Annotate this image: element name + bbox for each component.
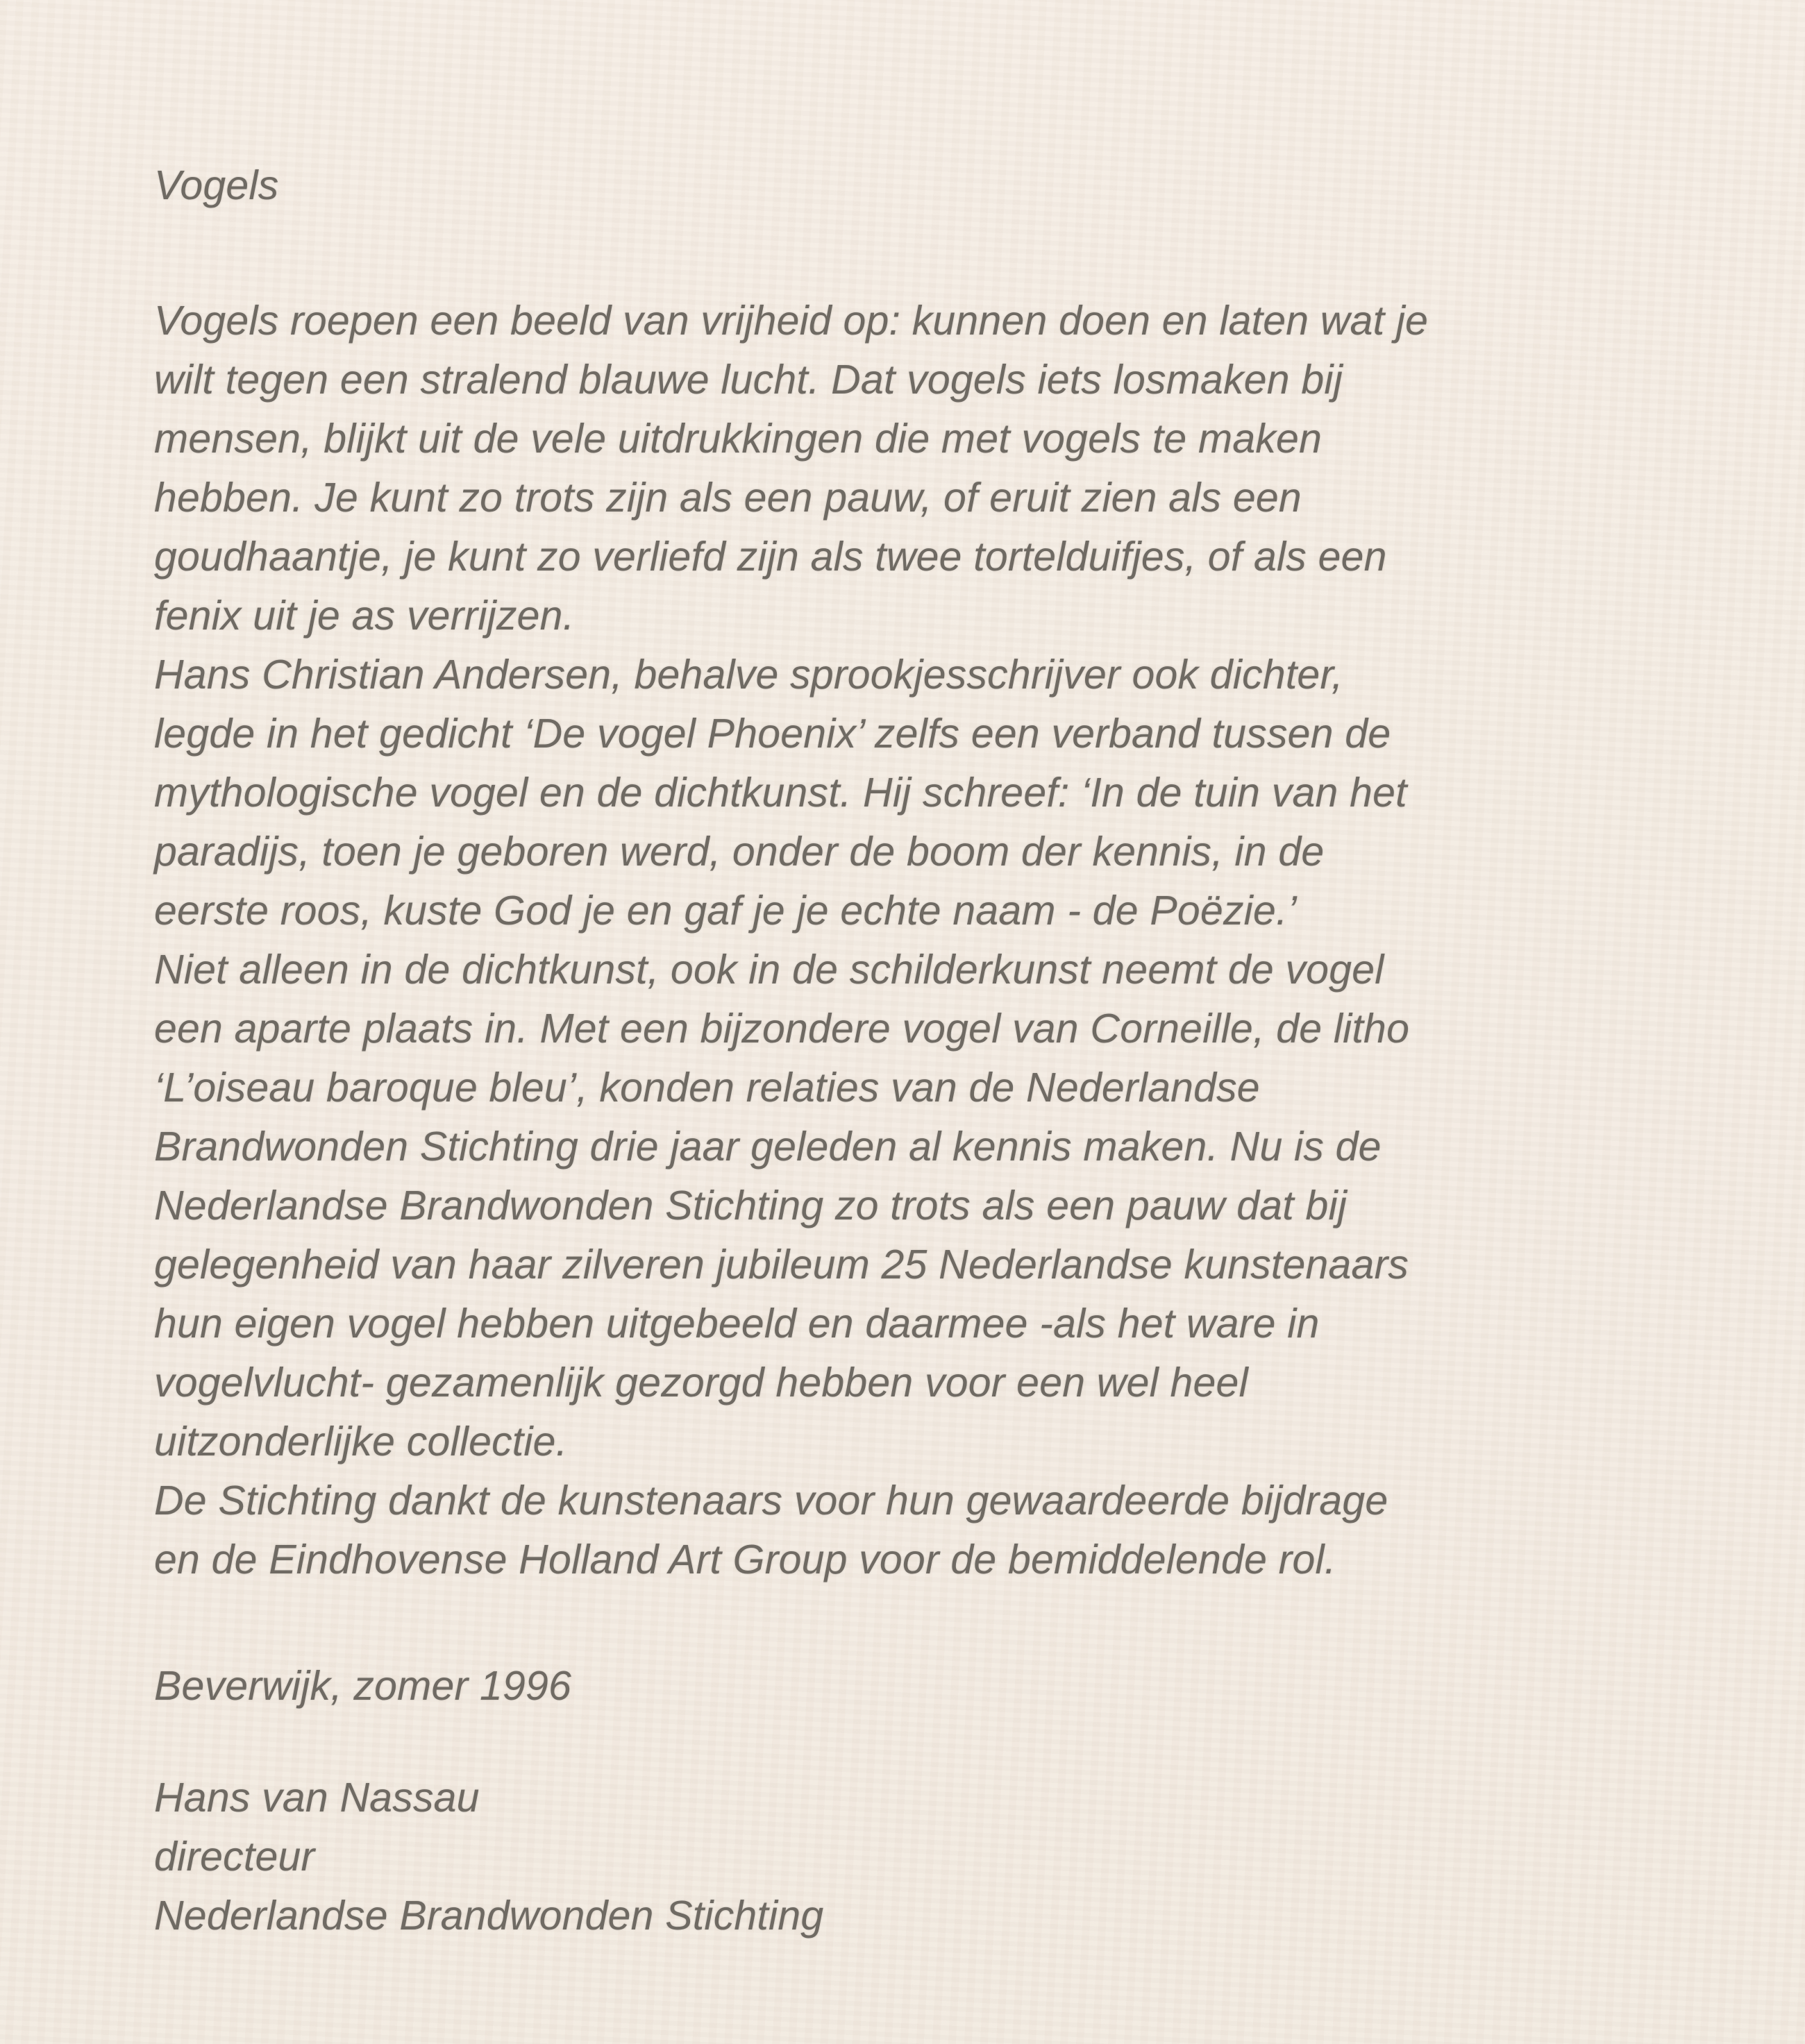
body-line: gelegenheid van haar zilveren jubileum 25 Nederlandse kunstenaars [154,1242,1409,1287]
body-line: paradijs, toen je geboren werd, onder de boom der kennis, in de [154,829,1325,875]
body-line: mensen, blijkt uit de vele uitdrukkingen die met vogels te maken [154,416,1323,462]
body-line: Niet alleen in de dichtkunst, ook in de schilderkunst neemt de vogel [154,947,1384,993]
body-line: Brandwonden Stichting drie jaar geleden al kennis maken. Nu is de [154,1124,1382,1169]
body-line: De Stichting dankt de kunstenaars voor hun gewaardeerde bijdrage [154,1478,1388,1523]
body-line: een aparte plaats in. Met een bijzondere vogel van Corneille, de litho [154,1006,1410,1051]
body-line: eerste roos, kuste God je en gaf je je echte naam - de Poëzie.’ [154,888,1297,934]
letter-body [154,156,1723,1945]
body-line: hebben. Je kunt zo trots zijn als een pauw, of eruit zien als een [154,475,1302,521]
body-line: ‘L’oiseau baroque bleu’, konden relaties van de Nederlandse [154,1065,1260,1110]
signature-organization: Nederlandse Brandwonden Stichting [154,1893,824,1939]
body-line: en de Eindhovense Holland Art Group voor de bemiddelende rol. [154,1537,1336,1582]
dateline: Beverwijk, zomer 1996 [154,1663,571,1709]
body-line: Nederlandse Brandwonden Stichting zo trots als een pauw dat bij [154,1183,1348,1228]
signature-role: directeur [154,1834,315,1880]
signature-name: Hans van Nassau [154,1775,480,1821]
body-line: hun eigen vogel hebben uitgebeeld en daarmee -als het ware in [154,1301,1320,1346]
body-line: vogelvlucht- gezamenlijk gezorgd hebben voor een wel heel [154,1360,1248,1405]
signature-block [154,1768,1723,1945]
body-line: wilt tegen een stralend blauwe lucht. Dat vogels iets losmaken bij [154,357,1343,403]
body-line: Vogels roepen een beeld van vrijheid op: kunnen doen en laten wat je [154,298,1429,344]
body-line: mythologische vogel en de dichtkunst. Hij schreef: ‘In de tuin van het [154,770,1407,816]
body-line: legde in het gedicht ‘De vogel Phoenix’ zelfs een verband tussen de [154,711,1391,757]
body-line: Hans Christian Andersen, behalve sprookjesschrijver ook dichter, [154,652,1343,698]
body-line: uitzonderlijke collectie. [154,1419,568,1464]
body-text [154,292,1723,1589]
document-title: Vogels [154,162,279,208]
body-line: goudhaantje, je kunt zo verliefd zijn als twee tortelduifjes, of als een [154,534,1387,580]
body-line: fenix uit je as verrijzen. [154,593,575,639]
